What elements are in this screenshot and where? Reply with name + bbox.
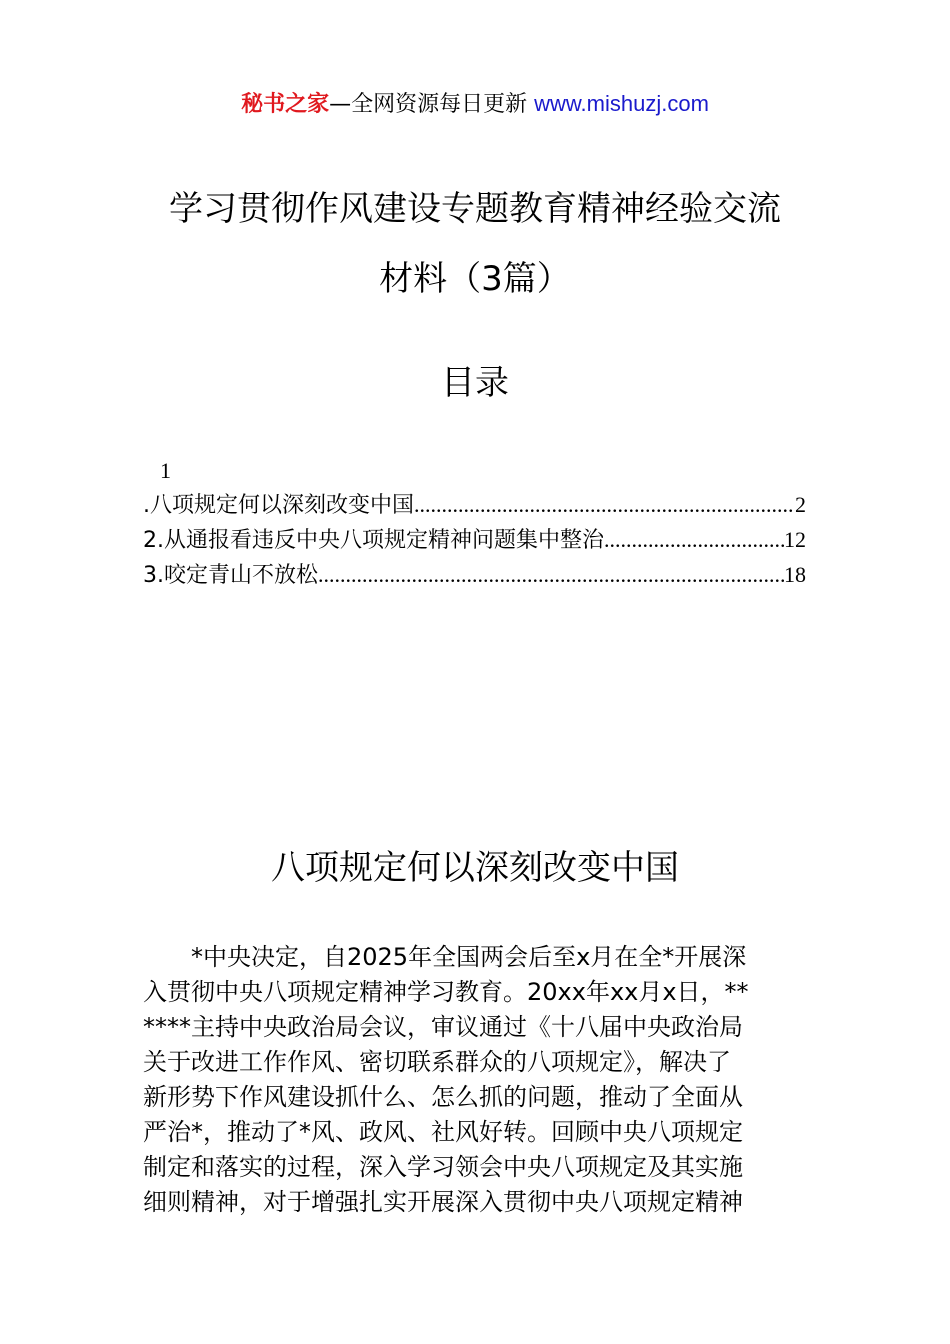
document-title-line-1: 学习贯彻作风建设专题教育精神经验交流 xyxy=(169,189,781,229)
section-title: 八项规定何以深刻改变中国 xyxy=(271,848,679,888)
toc-item-label: .八项规定何以深刻改变中国 xyxy=(143,493,414,518)
body-line: ****主持中央政治局会议，审议通过《十八届中央政治局 xyxy=(143,1013,743,1041)
table-of-contents xyxy=(143,488,806,593)
toc-leader-dots xyxy=(414,488,795,522)
body-line: 关于改进工作作风、密切联系群众的八项规定》，解决了 xyxy=(143,1048,731,1076)
toc-heading: 目录 xyxy=(441,363,509,403)
section-body xyxy=(143,940,806,1220)
document-title-line-2: 材料（3篇） xyxy=(379,259,571,299)
body-line: 新形势下作风建设抓什么、怎么抓的问题，推动了全面从 xyxy=(143,1083,743,1111)
toc-item-2[interactable] xyxy=(143,523,806,558)
toc-first-number: 1 xyxy=(160,458,171,483)
toc-item-label: 2.从通报看违反中央八项规定精神问题集中整治 xyxy=(143,528,604,553)
banner-slogan: —全网资源每日更新 xyxy=(329,92,535,117)
toc-item-3[interactable] xyxy=(143,558,806,593)
toc-item-page: 12 xyxy=(784,527,806,552)
brand-name: 秘书之家 xyxy=(241,92,330,117)
toc-item-page: 2 xyxy=(795,492,806,517)
body-line: 制定和落实的过程，深入学习领会中央八项规定及其实施 xyxy=(143,1153,743,1181)
body-line: *中央决定，自2025年全国两会后至x月在全*开展深 xyxy=(143,943,747,971)
site-banner xyxy=(0,88,950,121)
body-line: 入贯彻中央八项规定精神学习教育。20xx年xx月x日，** xyxy=(143,978,749,1006)
toc-leader-dots xyxy=(604,523,784,557)
toc-item-1[interactable] xyxy=(143,488,806,523)
body-line: 严治*，推动了*风、政风、社风好转。回顾中央八项规定 xyxy=(143,1118,743,1146)
toc-item-label: 3.咬定青山不放松 xyxy=(143,563,318,588)
site-link[interactable]: www.mishuzj.com xyxy=(534,91,709,116)
toc-leader-dots xyxy=(318,558,784,592)
body-line: 细则精神，对于增强扎实开展深入贯彻中央八项规定精神 xyxy=(143,1188,743,1216)
toc-item-page: 18 xyxy=(784,562,806,587)
